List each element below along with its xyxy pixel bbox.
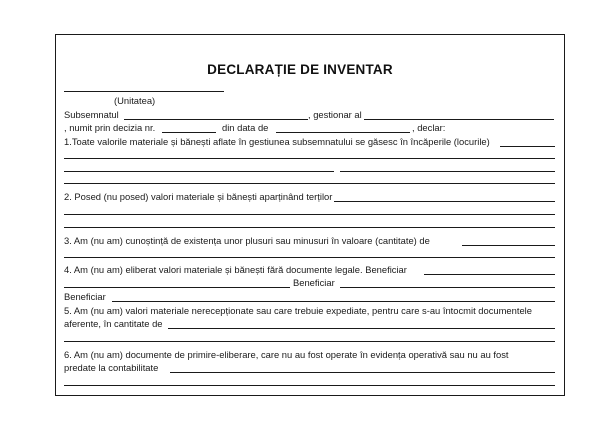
- item-6-line[interactable]: [64, 385, 555, 386]
- unit-label: (Unitatea): [114, 95, 156, 106]
- item-4-line[interactable]: [340, 287, 555, 288]
- item-4-beneficiar-label: Beneficiar: [293, 277, 335, 288]
- item-1-line[interactable]: [340, 171, 555, 172]
- item-5-text-cont: aferente, în cantitate de: [64, 318, 163, 329]
- item-5-text: 5. Am (nu am) valori materiale nerecepționate sau care trebuie expediate, pentru care s-au întocmit documentele: [64, 305, 532, 316]
- item-4-beneficiar-label: Beneficiar: [64, 291, 106, 302]
- item-1-text: 1.Toate valorile materiale și bănești aflate în gestiunea subsemnatului se găsesc în încăperile (locurile): [64, 136, 490, 147]
- item-4-line[interactable]: [64, 287, 290, 288]
- numit-label: , numit prin decizia nr.: [64, 122, 156, 133]
- item-2-line[interactable]: [334, 201, 555, 202]
- item-6-line[interactable]: [170, 372, 555, 373]
- gestionar-label: , gestionar al: [308, 109, 362, 120]
- declar-label: , declar:: [412, 122, 446, 133]
- item-1-line[interactable]: [500, 146, 555, 147]
- item-3-text: 3. Am (nu am) cunoștință de existența unor plusuri sau minusuri în valoare (cantitate) de: [64, 235, 430, 246]
- item-1-line[interactable]: [64, 158, 555, 159]
- item-5-line[interactable]: [168, 328, 555, 329]
- item-4-line[interactable]: [112, 301, 555, 302]
- item-1-line[interactable]: [64, 171, 334, 172]
- subsemnatul-name-line[interactable]: [124, 119, 308, 120]
- subsemnatul-label: Subsemnatul: [64, 109, 119, 120]
- item-2-line[interactable]: [64, 214, 555, 215]
- item-3-line[interactable]: [462, 245, 555, 246]
- item-1-line[interactable]: [64, 183, 555, 184]
- item-6-text: 6. Am (nu am) documente de primire-eliberare, care nu au fost operate în evidența operativă sau nu au fost: [64, 349, 509, 360]
- din-data-line[interactable]: [276, 132, 410, 133]
- unit-input-line[interactable]: [64, 91, 224, 92]
- form-title: DECLARAȚIE DE INVENTAR: [207, 62, 393, 77]
- item-4-line[interactable]: [424, 274, 555, 275]
- din-data-label: din data de: [222, 122, 269, 133]
- decizia-nr-line[interactable]: [162, 132, 216, 133]
- item-2-line[interactable]: [64, 227, 555, 228]
- item-4-text: 4. Am (nu am) eliberat valori materiale și bănești fără documente legale. Beneficiar: [64, 264, 407, 275]
- item-5-line[interactable]: [64, 341, 555, 342]
- item-6-text-cont: predate la contabilitate: [64, 362, 159, 373]
- item-3-line[interactable]: [64, 257, 555, 258]
- item-2-text: 2. Posed (nu posed) valori materiale și bănești aparținând terților: [64, 191, 333, 202]
- gestionar-line[interactable]: [364, 119, 554, 120]
